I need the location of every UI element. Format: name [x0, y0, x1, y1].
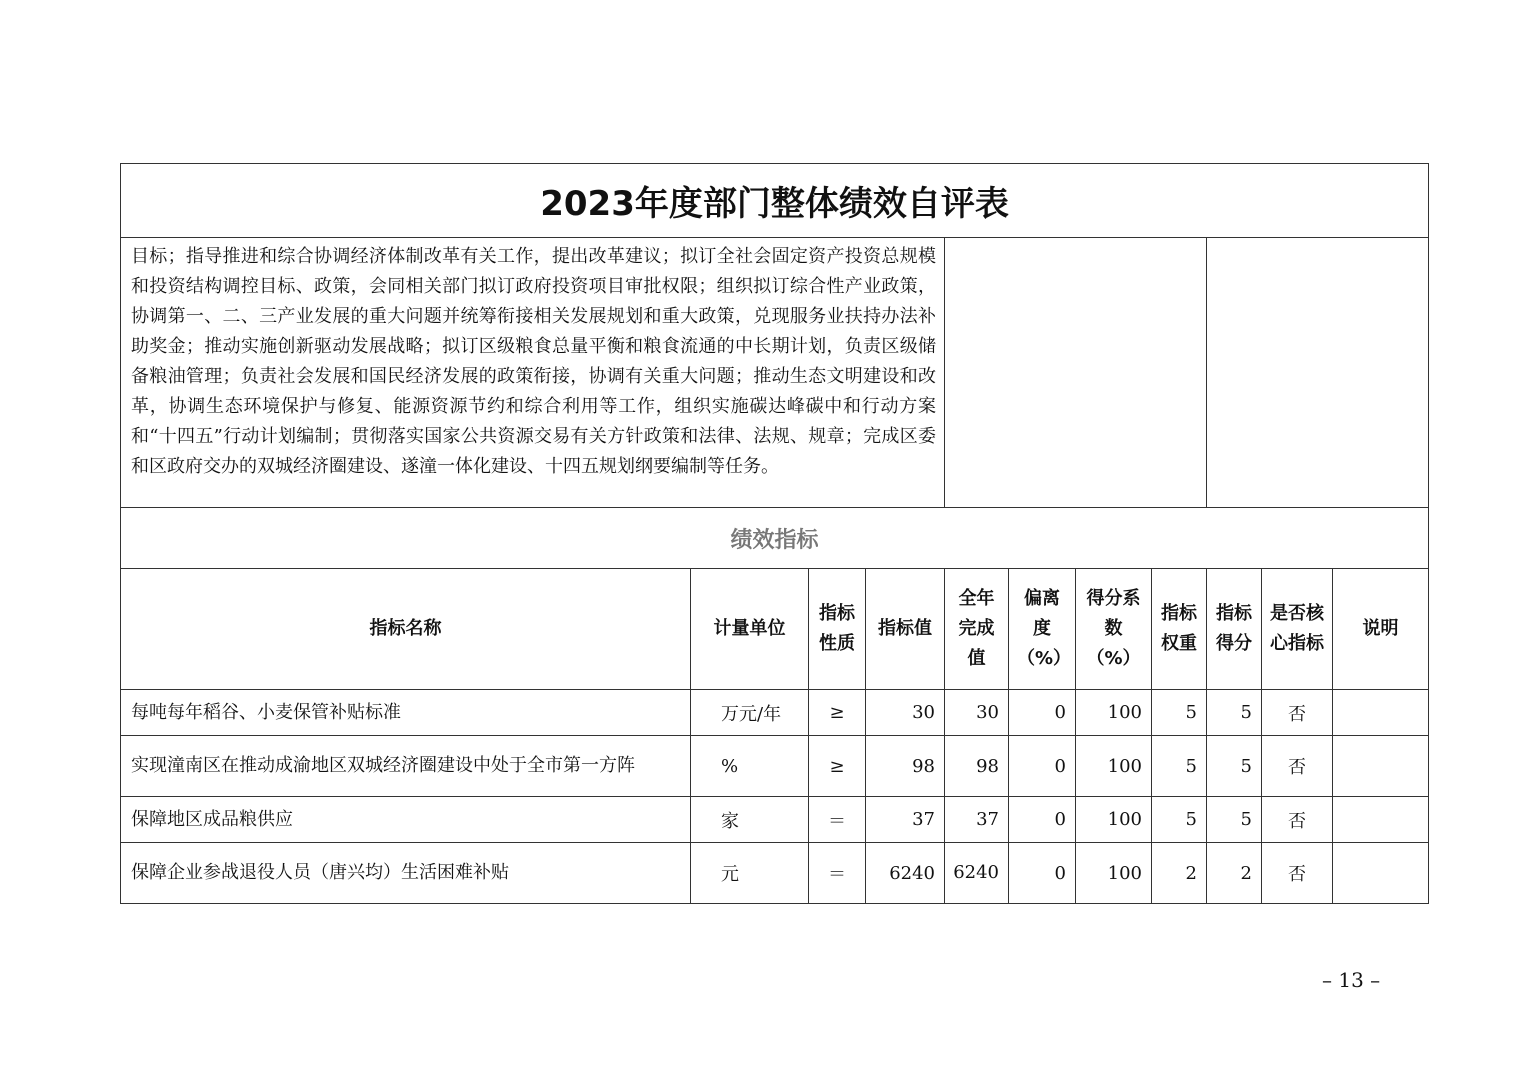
deviation: 0 [1009, 797, 1076, 843]
nature: ＝ [809, 843, 866, 904]
core-indicator: 否 [1262, 797, 1333, 843]
nature: ≥ [809, 690, 866, 736]
goal-blank-cell [1207, 238, 1429, 508]
indicator-name: 保障地区成品粮供应 [121, 797, 691, 843]
header-weight: 指标权重 [1152, 569, 1207, 690]
performance-table [120, 163, 1429, 904]
weight: 5 [1152, 736, 1207, 797]
weight: 2 [1152, 843, 1207, 904]
table-row [121, 736, 1429, 797]
target-value: 98 [866, 736, 945, 797]
unit: 家 [691, 797, 809, 843]
deviation: 0 [1009, 690, 1076, 736]
indicator-name: 保障企业参战退役人员（唐兴均）生活困难补贴 [121, 843, 691, 904]
score: 5 [1207, 797, 1262, 843]
unit: % [691, 736, 809, 797]
note [1333, 690, 1429, 736]
score: 5 [1207, 736, 1262, 797]
actual-value: 30 [945, 690, 1009, 736]
deviation: 0 [1009, 843, 1076, 904]
header-score: 指标得分 [1207, 569, 1262, 690]
note [1333, 736, 1429, 797]
table-row [121, 690, 1429, 736]
score: 2 [1207, 843, 1262, 904]
score-coefficient: 100 [1076, 690, 1152, 736]
header-core-indicator: 是否核心指标 [1262, 569, 1333, 690]
section-title: 绩效指标 [121, 508, 1429, 569]
score-coefficient: 100 [1076, 736, 1152, 797]
header-score-coefficient: 得分系数（%） [1076, 569, 1152, 690]
score-coefficient: 100 [1076, 843, 1152, 904]
weight: 5 [1152, 797, 1207, 843]
note [1333, 797, 1429, 843]
page-number: – 13 – [1322, 968, 1381, 992]
target-value: 6240 [866, 843, 945, 904]
actual-value: 6240 [945, 843, 1009, 904]
score-coefficient: 100 [1076, 797, 1152, 843]
indicator-name: 实现潼南区在推动成渝地区双城经济圈建设中处于全市第一方阵 [121, 736, 691, 797]
nature: ≥ [809, 736, 866, 797]
unit: 万元/年 [691, 690, 809, 736]
core-indicator: 否 [1262, 690, 1333, 736]
header-target-value: 指标值 [866, 569, 945, 690]
table-row [121, 843, 1429, 904]
goal-blank-cell [945, 238, 1207, 508]
header-unit: 计量单位 [691, 569, 809, 690]
score: 5 [1207, 690, 1262, 736]
table-row [121, 797, 1429, 843]
header-note: 说明 [1333, 569, 1429, 690]
indicator-name: 每吨每年稻谷、小麦保管补贴标准 [121, 690, 691, 736]
target-value: 37 [866, 797, 945, 843]
weight: 5 [1152, 690, 1207, 736]
actual-value: 37 [945, 797, 1009, 843]
table-title: 2023年度部门整体绩效自评表 [121, 164, 1429, 238]
header-actual-value: 全年完成值 [945, 569, 1009, 690]
header-nature: 指标性质 [809, 569, 866, 690]
note [1333, 843, 1429, 904]
actual-value: 98 [945, 736, 1009, 797]
deviation: 0 [1009, 736, 1076, 797]
goal-text: 目标；指导推进和综合协调经济体制改革有关工作，提出改革建议；拟订全社会固定资产投资总规模和投资结构调控目标、政策，会同相关部门拟订政府投资项目审批权限；组织拟订综合性产业政策，协调第一、二、三产业发展的重大问题并统筹衔接相关发展规划和重大政策，兑现服务业扶持办法补助奖金；推动实施创新驱动发展战略；拟订区级粮食总量平衡和粮食流通的中长期计划，负责区级储备粮油管理；负责社会发展和国民经济发展的政策衔接，协调有关重大问题；推动生态文明建设和改革，协调生态环境保护与修复、能源资源节约和综合利用等工作，组织实施碳达峰碳中和行动方案和“十四五”行动计划编制；贯彻落实国家公共资源交易有关方针政策和法律、法规、规章；完成区委和区政府交办的双城经济圈建设、遂潼一体化建设、十四五规划纲要编制等任务。 [121, 238, 945, 508]
target-value: 30 [866, 690, 945, 736]
core-indicator: 否 [1262, 736, 1333, 797]
header-indicator-name: 指标名称 [121, 569, 691, 690]
header-deviation: 偏离度（%） [1009, 569, 1076, 690]
unit: 元 [691, 843, 809, 904]
nature: ＝ [809, 797, 866, 843]
core-indicator: 否 [1262, 843, 1333, 904]
